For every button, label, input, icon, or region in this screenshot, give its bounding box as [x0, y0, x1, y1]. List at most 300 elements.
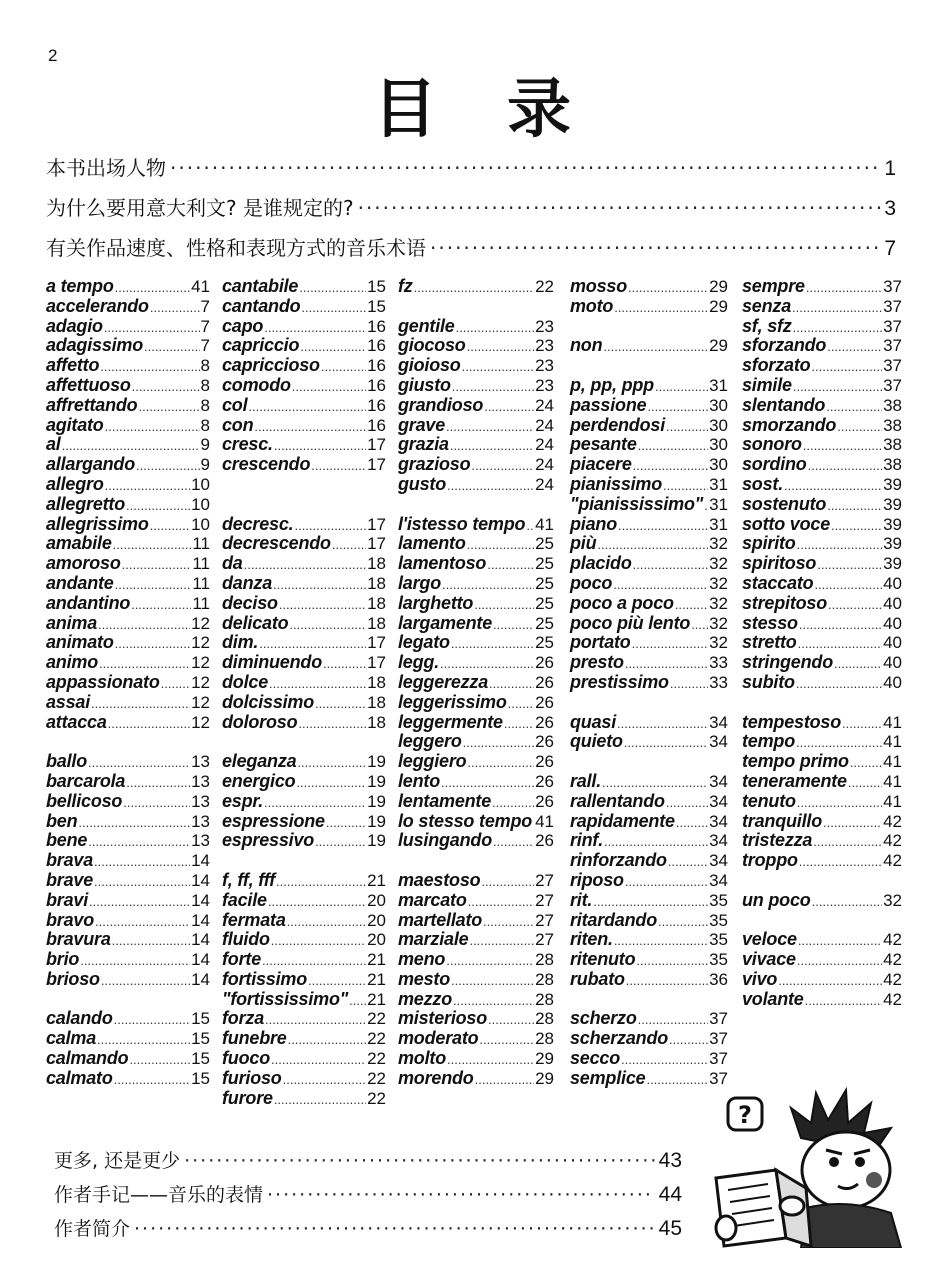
term-label: strepitoso: [742, 592, 828, 613]
term-entry[interactable]: [222, 910, 386, 930]
term-entry[interactable]: [398, 415, 554, 435]
term-leader: [603, 339, 708, 354]
term-entry[interactable]: [222, 533, 386, 553]
term-label: sotto voce: [742, 513, 831, 534]
term-entry[interactable]: [222, 434, 386, 454]
term-entry[interactable]: [222, 335, 386, 355]
term-label: al: [46, 434, 61, 455]
term-entry[interactable]: [46, 355, 210, 375]
term-entry[interactable]: [398, 573, 554, 593]
term-page: 22: [367, 1009, 386, 1029]
term-leader: [675, 597, 708, 612]
term-label: perdendosi: [570, 414, 666, 435]
term-entry[interactable]: [222, 415, 386, 435]
term-entry[interactable]: [742, 474, 902, 494]
term-leader: [287, 914, 366, 929]
term-page: 26: [535, 692, 554, 712]
term-entry[interactable]: [222, 316, 386, 336]
term-entry[interactable]: [222, 1048, 386, 1068]
term-entry[interactable]: [398, 335, 554, 355]
toc-entry-why-italian[interactable]: [46, 192, 896, 221]
term-page: 23: [535, 356, 554, 376]
term-leader: [663, 478, 708, 493]
term-label: fluido: [222, 929, 270, 950]
term-entry[interactable]: [398, 652, 554, 672]
term-page: 18: [367, 554, 386, 574]
term-leader: [288, 1032, 366, 1047]
term-entry[interactable]: [46, 1048, 210, 1068]
term-entry[interactable]: [222, 692, 386, 712]
term-entry[interactable]: [46, 850, 210, 870]
term-entry[interactable]: [742, 712, 902, 732]
term-leader: [296, 775, 366, 790]
term-page: 22: [367, 1049, 386, 1069]
term-page: 15: [191, 1068, 210, 1088]
term-label: simile: [742, 374, 792, 395]
term-entry[interactable]: [46, 771, 210, 791]
term-leader: [604, 834, 708, 849]
term-entry[interactable]: [222, 514, 386, 534]
term-entry[interactable]: [46, 712, 210, 732]
toc-entry-label: 本书出场人物: [46, 156, 166, 180]
term-leader: [778, 973, 882, 988]
term-page: 28: [535, 1029, 554, 1049]
term-page: 14: [191, 950, 210, 970]
term-entry[interactable]: [398, 375, 554, 395]
term-leader: [446, 953, 534, 968]
term-entry[interactable]: [398, 771, 554, 791]
term-page: 27: [535, 930, 554, 950]
term-entry[interactable]: [222, 355, 386, 375]
term-entry[interactable]: [742, 454, 902, 474]
term-entry[interactable]: [742, 415, 902, 435]
term-leader: [78, 815, 190, 830]
term-page: 37: [709, 1049, 728, 1069]
page-number: 2: [48, 46, 58, 65]
term-entry[interactable]: [398, 395, 554, 415]
term-entry[interactable]: [570, 415, 728, 435]
term-leader: [647, 399, 708, 414]
term-entry[interactable]: [742, 929, 902, 949]
term-leader: [62, 438, 200, 453]
term-entry[interactable]: [570, 830, 728, 850]
term-page: 22: [535, 277, 554, 296]
term-entry[interactable]: [570, 811, 728, 831]
term-page: 30: [709, 455, 728, 475]
term-entry[interactable]: [570, 771, 728, 791]
term-page: 42: [883, 831, 902, 851]
term-entry[interactable]: [570, 454, 728, 474]
term-entry[interactable]: [46, 929, 210, 949]
term-entry[interactable]: [742, 949, 902, 969]
term-entry[interactable]: [46, 533, 210, 553]
term-entry[interactable]: [46, 613, 210, 633]
term-entry[interactable]: [398, 870, 554, 890]
term-label: rall.: [570, 770, 602, 791]
term-entry[interactable]: [222, 1068, 386, 1088]
term-entry[interactable]: [222, 573, 386, 593]
term-entry[interactable]: [742, 494, 902, 514]
term-leader: [797, 537, 882, 552]
term-entry[interactable]: [46, 890, 210, 910]
term-leader: [784, 478, 882, 493]
term-entry[interactable]: [398, 712, 554, 732]
term-label: cantando: [222, 295, 301, 316]
term-entry[interactable]: [46, 335, 210, 355]
term-entry[interactable]: [570, 1068, 728, 1088]
term-entry[interactable]: [398, 553, 554, 573]
term-leader: [676, 815, 708, 830]
term-entry[interactable]: [222, 751, 386, 771]
term-entry[interactable]: [570, 553, 728, 573]
term-label: sforzando: [742, 335, 827, 356]
term-entry[interactable]: [222, 969, 386, 989]
term-entry[interactable]: [222, 712, 386, 732]
term-entry[interactable]: [398, 731, 554, 751]
term-leader: [447, 1052, 534, 1067]
term-entry[interactable]: [222, 791, 386, 811]
term-page: 11: [192, 593, 210, 613]
term-entry[interactable]: [46, 692, 210, 712]
term-entry[interactable]: [398, 672, 554, 692]
term-leader: [446, 419, 534, 434]
term-entry[interactable]: [222, 296, 386, 316]
term-page: 26: [535, 771, 554, 791]
term-entry[interactable]: [222, 672, 386, 692]
term-entry[interactable]: [570, 1008, 728, 1028]
term-entry[interactable]: [398, 989, 554, 1009]
term-entry[interactable]: [222, 890, 386, 910]
term-label: facile: [222, 889, 267, 910]
term-entry[interactable]: [570, 335, 728, 355]
term-entry[interactable]: [222, 454, 386, 474]
term-entry[interactable]: [742, 573, 902, 593]
term-entry[interactable]: [398, 632, 554, 652]
term-leader: [323, 656, 366, 671]
term-entry[interactable]: [398, 751, 554, 771]
term-entry[interactable]: [46, 316, 210, 336]
term-entry[interactable]: [570, 890, 728, 910]
term-entry[interactable]: [222, 949, 386, 969]
term-page: 13: [191, 811, 210, 831]
term-entry[interactable]: [222, 593, 386, 613]
term-entry[interactable]: [570, 434, 728, 454]
term-entry[interactable]: [742, 613, 902, 633]
term-entry[interactable]: [46, 632, 210, 652]
term-label: forte: [222, 949, 261, 970]
term-entry[interactable]: [398, 1028, 554, 1048]
term-leader: [834, 656, 882, 671]
term-entry[interactable]: [222, 830, 386, 850]
term-page: 27: [535, 910, 554, 930]
term-leader: [793, 320, 882, 335]
term-entry[interactable]: [398, 969, 554, 989]
term-entry[interactable]: [570, 969, 728, 989]
toc-entry-author-notes[interactable]: [54, 1180, 682, 1207]
term-entry[interactable]: [570, 395, 728, 415]
term-entry[interactable]: [398, 316, 554, 336]
term-entry[interactable]: [742, 296, 902, 316]
term-label: leggerissimo: [398, 691, 507, 712]
term-page: 8: [200, 395, 210, 415]
term-label: misterioso: [398, 1008, 488, 1029]
term-entry[interactable]: [742, 969, 902, 989]
term-entry[interactable]: [742, 830, 902, 850]
term-page: 25: [535, 593, 554, 613]
term-entry[interactable]: [742, 514, 902, 534]
term-entry[interactable]: [46, 415, 210, 435]
term-leader: [508, 696, 534, 711]
term-entry[interactable]: [222, 652, 386, 672]
term-entry[interactable]: [570, 533, 728, 553]
term-entry[interactable]: [570, 375, 728, 395]
term-entry[interactable]: [46, 751, 210, 771]
term-leader: [259, 636, 366, 651]
toc-entry-music-terms[interactable]: [46, 232, 896, 261]
term-entry[interactable]: [46, 830, 210, 850]
term-entry[interactable]: [398, 692, 554, 712]
term-entry[interactable]: [46, 910, 210, 930]
term-entry[interactable]: [222, 1088, 386, 1108]
term-leader: [265, 1012, 366, 1027]
term-leader: [89, 894, 190, 909]
term-page: 12: [191, 692, 210, 712]
term-page: 26: [535, 672, 554, 692]
term-entry[interactable]: [570, 1048, 728, 1068]
term-page: 16: [367, 375, 386, 395]
term-page: 42: [883, 851, 902, 871]
term-entry[interactable]: [46, 1068, 210, 1088]
term-page: 21: [367, 870, 386, 890]
term-entry[interactable]: [570, 870, 728, 890]
term-entry[interactable]: [46, 672, 210, 692]
term-entry[interactable]: [46, 494, 210, 514]
term-entry[interactable]: [570, 494, 728, 514]
term-entry[interactable]: [222, 1008, 386, 1028]
term-leader: [613, 577, 708, 592]
term-entry[interactable]: [398, 929, 554, 949]
term-entry[interactable]: [222, 771, 386, 791]
term-page: 14: [191, 910, 210, 930]
term-entry: [398, 850, 554, 870]
term-entry[interactable]: [46, 870, 210, 890]
term-entry[interactable]: [46, 296, 210, 316]
term-entry[interactable]: [46, 949, 210, 969]
term-leader: [283, 1072, 366, 1087]
term-index: [0, 276, 944, 1108]
term-entry[interactable]: [742, 652, 902, 672]
term-entry[interactable]: [222, 375, 386, 395]
term-entry[interactable]: [398, 791, 554, 811]
term-entry[interactable]: [742, 375, 902, 395]
term-entry[interactable]: [46, 514, 210, 534]
term-page: 37: [709, 1009, 728, 1029]
term-entry[interactable]: [742, 672, 902, 692]
term-label: animo: [46, 652, 99, 673]
term-entry[interactable]: [222, 929, 386, 949]
term-entry[interactable]: [570, 573, 728, 593]
term-label: poco a poco: [570, 592, 674, 613]
term-entry[interactable]: [570, 514, 728, 534]
term-entry[interactable]: [46, 811, 210, 831]
term-page: 22: [367, 1088, 386, 1108]
term-entry[interactable]: [570, 910, 728, 930]
term-entry[interactable]: [570, 949, 728, 969]
term-entry[interactable]: [570, 276, 728, 296]
term-entry[interactable]: [398, 355, 554, 375]
term-entry[interactable]: [742, 791, 902, 811]
term-label: passione: [570, 394, 647, 415]
term-page: 8: [200, 375, 210, 395]
term-page: 27: [535, 890, 554, 910]
term-entry[interactable]: [570, 593, 728, 613]
term-entry[interactable]: [398, 1048, 554, 1068]
term-entry[interactable]: [222, 1028, 386, 1048]
term-entry[interactable]: [742, 533, 902, 553]
term-entry[interactable]: [742, 316, 902, 336]
term-entry[interactable]: [570, 791, 728, 811]
term-page: 23: [535, 375, 554, 395]
term-entry[interactable]: [46, 791, 210, 811]
term-entry[interactable]: [222, 395, 386, 415]
term-entry[interactable]: [46, 276, 210, 296]
term-entry[interactable]: [398, 593, 554, 613]
term-page: 37: [883, 336, 902, 356]
term-entry[interactable]: [222, 613, 386, 633]
term-leader: [321, 359, 366, 374]
term-entry[interactable]: [742, 751, 902, 771]
term-leader: [670, 676, 708, 691]
term-entry[interactable]: [570, 296, 728, 316]
term-entry[interactable]: [222, 276, 386, 296]
term-entry[interactable]: [46, 593, 210, 613]
term-label: forza: [222, 1008, 265, 1029]
term-entry[interactable]: [570, 613, 728, 633]
term-entry[interactable]: [742, 989, 902, 1009]
term-entry[interactable]: [570, 672, 728, 692]
toc-entry-characters[interactable]: [46, 152, 896, 181]
term-leader: [646, 1072, 708, 1087]
term-entry[interactable]: [742, 811, 902, 831]
term-entry[interactable]: [222, 870, 386, 890]
term-label: fuoco: [222, 1048, 270, 1069]
term-entry[interactable]: [222, 989, 386, 1009]
term-page: 24: [535, 474, 554, 494]
term-entry[interactable]: [46, 553, 210, 573]
term-entry: [570, 692, 728, 712]
term-entry[interactable]: [398, 1068, 554, 1088]
term-entry[interactable]: [46, 1028, 210, 1048]
term-entry[interactable]: [398, 890, 554, 910]
term-entry[interactable]: [46, 434, 210, 454]
term-entry[interactable]: [398, 533, 554, 553]
term-entry[interactable]: [398, 1008, 554, 1028]
term-leader: [799, 617, 882, 632]
term-entry[interactable]: [742, 276, 902, 296]
term-leader: [798, 933, 882, 948]
term-entry[interactable]: [398, 474, 554, 494]
term-page: 36: [709, 969, 728, 989]
term-entry[interactable]: [46, 474, 210, 494]
term-entry[interactable]: [570, 1028, 728, 1048]
term-label: eleganza: [222, 751, 297, 772]
term-entry[interactable]: [398, 830, 554, 850]
term-entry[interactable]: [742, 434, 902, 454]
term-entry[interactable]: [742, 850, 902, 870]
term-page: 17: [367, 435, 386, 455]
toc-entry-more-or-less[interactable]: [54, 1146, 682, 1173]
toc-entry-about-author[interactable]: [54, 1214, 682, 1241]
term-entry[interactable]: [46, 375, 210, 395]
term-label: animato: [46, 632, 114, 653]
term-leader: [244, 557, 366, 572]
term-entry[interactable]: [742, 731, 902, 751]
term-leader: [273, 577, 366, 592]
term-label: decrescendo: [222, 533, 331, 554]
term-entry[interactable]: [46, 652, 210, 672]
term-entry[interactable]: [46, 969, 210, 989]
term-entry[interactable]: [742, 553, 902, 573]
term-entry[interactable]: [742, 395, 902, 415]
term-page: 14: [191, 930, 210, 950]
term-page: 20: [367, 890, 386, 910]
term-entry[interactable]: [222, 811, 386, 831]
term-leader: [308, 973, 366, 988]
term-leader: [633, 458, 708, 473]
term-page: 15: [191, 1049, 210, 1069]
term-entry[interactable]: [570, 850, 728, 870]
term-entry[interactable]: [398, 949, 554, 969]
term-entry[interactable]: [570, 474, 728, 494]
term-label: diminuendo: [222, 652, 322, 673]
term-entry[interactable]: [46, 1008, 210, 1028]
term-entry[interactable]: [398, 276, 554, 296]
term-entry[interactable]: [398, 434, 554, 454]
term-entry[interactable]: [570, 712, 728, 732]
term-entry[interactable]: [398, 454, 554, 474]
term-entry[interactable]: [742, 593, 902, 613]
term-entry[interactable]: [222, 632, 386, 652]
term-label: capo: [222, 315, 264, 336]
term-entry[interactable]: [742, 890, 902, 910]
term-entry[interactable]: [46, 454, 210, 474]
term-entry[interactable]: [742, 355, 902, 375]
term-entry[interactable]: [570, 929, 728, 949]
term-label: furioso: [222, 1067, 282, 1088]
term-entry[interactable]: [222, 553, 386, 573]
term-entry[interactable]: [398, 514, 554, 534]
term-leader: [533, 815, 534, 830]
term-page: 37: [709, 1068, 728, 1088]
term-entry[interactable]: [570, 632, 728, 652]
term-label: tempo primo: [742, 751, 849, 772]
term-leader: [268, 894, 366, 909]
term-entry[interactable]: [742, 771, 902, 791]
term-entry[interactable]: [46, 573, 210, 593]
term-entry[interactable]: [398, 910, 554, 930]
term-entry[interactable]: [398, 613, 554, 633]
term-label: ben: [46, 810, 78, 831]
term-label: grazia: [398, 434, 449, 455]
term-entry[interactable]: [742, 632, 902, 652]
term-label: bravura: [46, 929, 111, 950]
term-entry[interactable]: [570, 731, 728, 751]
term-leader: [483, 914, 534, 929]
term-entry[interactable]: [570, 652, 728, 672]
term-entry[interactable]: [742, 335, 902, 355]
term-entry[interactable]: [46, 395, 210, 415]
term-entry[interactable]: [398, 811, 554, 831]
